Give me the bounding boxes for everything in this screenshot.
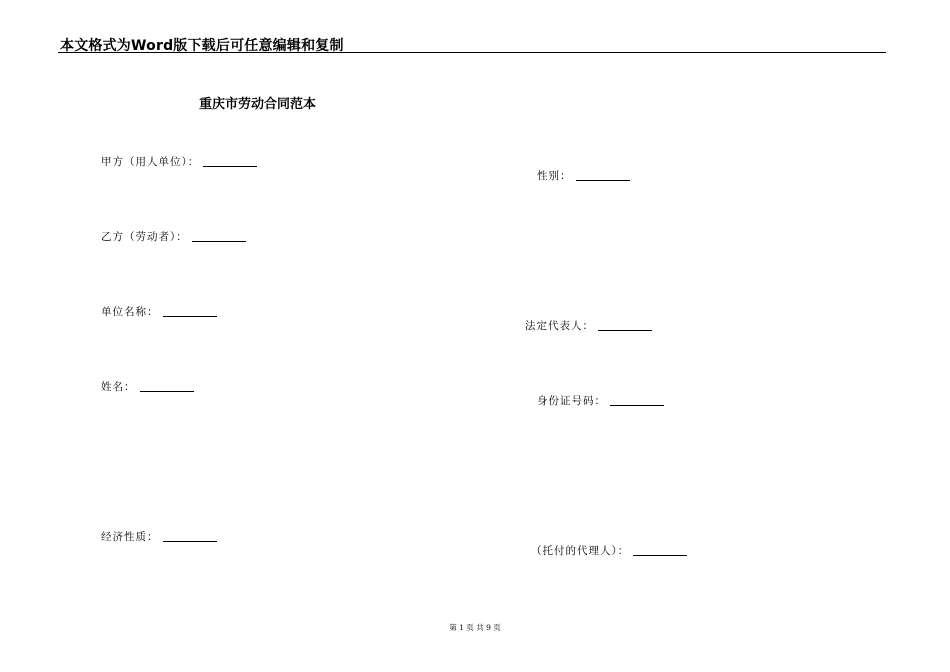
field-party-b-blank[interactable] [192, 241, 246, 242]
field-economic-nature-blank[interactable] [163, 541, 217, 542]
field-id-number [537, 393, 664, 408]
page-footer: 第 1 页 共 9 页 [449, 623, 501, 632]
document-header: 本文格式为Word版下载后可任意编辑和复制 [60, 38, 344, 54]
field-name-blank[interactable] [140, 391, 194, 392]
field-party-b [101, 229, 246, 244]
field-party-b-label: 乙方（劳动者）： [101, 231, 188, 243]
field-legal-rep [525, 318, 652, 333]
field-economic-nature-label: 经济性质： [101, 531, 159, 543]
field-legal-rep-blank[interactable] [598, 330, 652, 331]
field-agent-label: （托付的代理人）： [531, 545, 630, 557]
field-agent-blank[interactable] [633, 555, 687, 556]
field-legal-rep-label: 法定代表人： [525, 320, 594, 332]
field-gender-label: 性别： [537, 170, 572, 182]
field-gender-blank[interactable] [576, 180, 630, 181]
field-economic-nature [101, 529, 217, 544]
field-agent [531, 543, 687, 558]
field-unit-name-label: 单位名称： [101, 306, 159, 318]
field-party-a-label: 甲方（用人单位）： [101, 156, 200, 168]
field-unit-name-blank[interactable] [163, 316, 217, 317]
header-rule [58, 52, 886, 53]
field-party-a-blank[interactable] [203, 166, 257, 167]
document-title: 重庆市劳动合同范本 [199, 97, 317, 112]
field-unit-name [101, 304, 217, 319]
field-party-a [101, 154, 257, 169]
field-id-number-blank[interactable] [610, 405, 664, 406]
field-name-label: 姓名： [101, 381, 136, 393]
field-id-number-label: 身份证号码： [537, 395, 606, 407]
field-gender [537, 168, 630, 183]
field-name [101, 379, 194, 394]
